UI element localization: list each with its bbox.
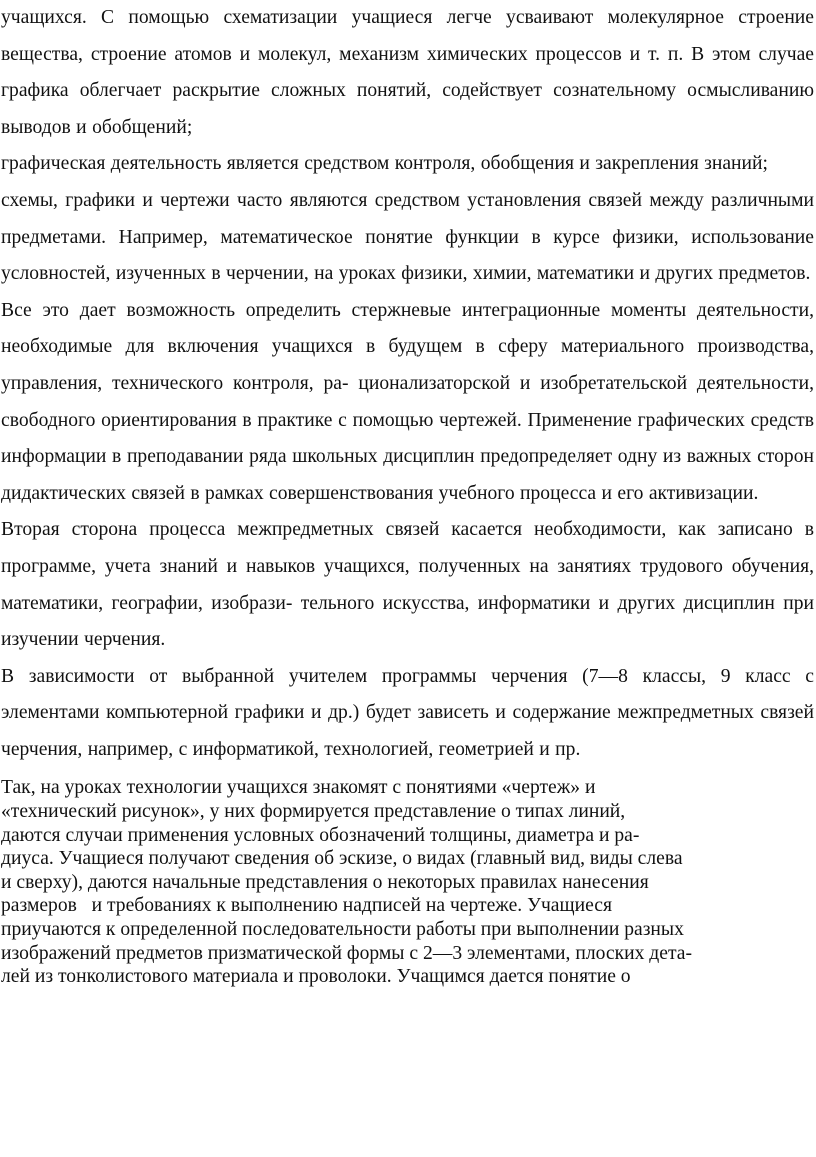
paragraph-program-dependence: В зависимости от выбранной учителем программы черчения (7—8 классы, 9 класс с элементами компьютерной графики и др.) будет зависеть и содержание межпредметных связей черчения, например, с информатикой, технологией, геометрией и пр. — [1, 665, 814, 760]
paragraph-integration-moments: Все это дает возможность определить стержневые интеграционные моменты деятельности, необходимые для включения учащихся в будущем в сферу материального производства, управления, технического контроля, ра- ционализаторской и изобретательской деятельности, свободного ориентирования в практике с помощью чертежей. Применение графических средств информации в преподавании ряда школьных дисциплин предопределяет одну из важных сторон дидактических связей в рамках совершенствования учебного процесса и его активизации. — [1, 299, 814, 504]
tight-line: лей из тонколистового материала и проволоки. Учащимся дается понятие о — [1, 966, 631, 988]
technology-lessons-paragraph — [1, 776, 814, 988]
tight-line: Так, на уроках технологии учащихся знакомят с понятиями «чертеж» и — [1, 777, 596, 799]
paragraph-schematization: учащихся. С помощью схематизации учащиеся легче усваивают молекулярное строение вещества, строение атомов и молекул, механизм химических процессов и т. п. В этом случае графика облегчает раскрытие сложных понятий, содействует сознательному осмысливанию выводов и обобщений; — [1, 7, 814, 138]
tight-line: «технический рисунок», у них формируется представление о типах линий, — [1, 801, 626, 823]
tight-line: даются случаи применения условных обозначений толщины, диаметра и ра- — [1, 824, 640, 846]
tight-line: приучаются к определенной последовательности работы при выполнении разных — [1, 919, 684, 941]
paragraph-graphic-activity: графическая деятельность является средством контроля, обобщения и закрепления знаний; — [1, 153, 768, 175]
paragraph-second-side: Вторая сторона процесса межпредметных связей касается необходимости, как записано в программе, учета знаний и навыков учащихся, полученных на занятиях трудового обучения, математики, географии, изобрази- тельного искусства, информатики и других дисциплин при изучении черчения. — [1, 519, 814, 651]
main-text-block — [1, 0, 814, 768]
paragraph-schemes-graphs: схемы, графики и чертежи часто являются средством установления связей между различными предметами. Например, математическое понятие функции в курсе физики, использование условностей, изученных в черчении, на уроках физики, химии, математики и других предметов. — [1, 189, 814, 285]
tight-line: и сверху), даются начальные представления о некоторых правилах нанесения — [1, 871, 649, 893]
tight-line: диуса. Учащиеся получают сведения об эскизе, о видах (главный вид, виды слева — [1, 848, 683, 870]
tight-line: изображений предметов призматической формы с 2—3 элементами, плоских дета- — [1, 942, 692, 964]
tight-line: размеров и требованиях к выполнению надписей на чертеже. Учащиеся — [1, 895, 612, 917]
